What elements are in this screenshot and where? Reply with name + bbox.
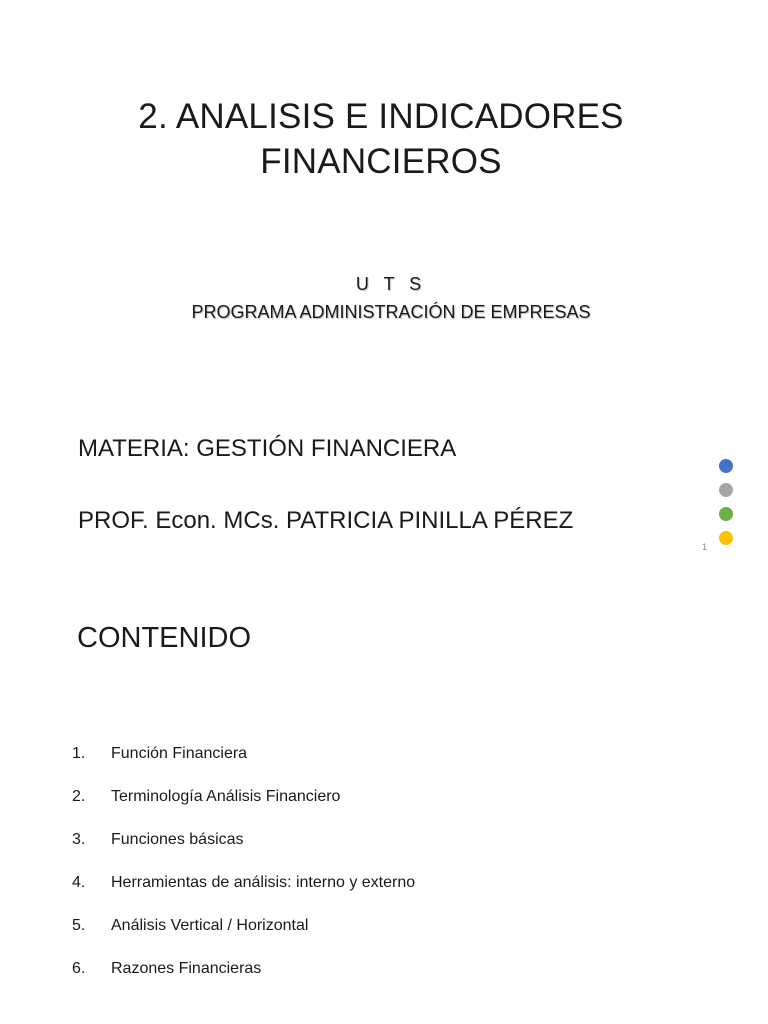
list-item-number: 1. <box>72 745 86 762</box>
list-item-label: Análisis Vertical / Horizontal <box>111 917 309 934</box>
list-item-label: Herramientas de análisis: interno y externo <box>111 874 416 891</box>
list-item-label: Razones Financieras <box>111 960 262 977</box>
list-item-number: 6. <box>72 960 86 977</box>
list-item-number: 2. <box>72 788 86 805</box>
institution-name: U T S <box>355 274 427 294</box>
list-item-label: Terminología Análisis Financiero <box>111 788 341 805</box>
list-item <box>72 914 672 957</box>
list-item <box>72 957 672 1000</box>
yellow-dot-icon <box>719 531 733 545</box>
contents-list <box>72 742 672 1000</box>
list-item <box>72 785 672 828</box>
list-item-label: Funciones básicas <box>111 831 244 848</box>
institution-block <box>0 270 768 326</box>
slide-title-line-2: FINANCIEROS <box>260 142 502 181</box>
professor-line: PROF. Econ. MCs. PATRICIA PINILLA PÉREZ <box>78 507 574 534</box>
slide-title-line-1: 2. ANALISIS E INDICADORES <box>138 97 624 136</box>
contents-heading: CONTENIDO <box>77 622 251 654</box>
slide-title <box>0 94 762 184</box>
decorative-dots <box>719 459 733 555</box>
program-name: PROGRAMA ADMINISTRACIÓN DE EMPRESAS <box>191 302 591 322</box>
list-item-label: Función Financiera <box>111 745 248 762</box>
subject-line: MATERIA: GESTIÓN FINANCIERA <box>78 435 457 462</box>
page-number: 1 <box>702 542 708 552</box>
green-dot-icon <box>719 507 733 521</box>
list-item-number: 5. <box>72 917 86 934</box>
gray-dot-icon <box>719 483 733 497</box>
list-item <box>72 742 672 785</box>
list-item <box>72 828 672 871</box>
list-item-number: 3. <box>72 831 86 848</box>
list-item-number: 4. <box>72 874 86 891</box>
list-item <box>72 871 672 914</box>
blue-dot-icon <box>719 459 733 473</box>
